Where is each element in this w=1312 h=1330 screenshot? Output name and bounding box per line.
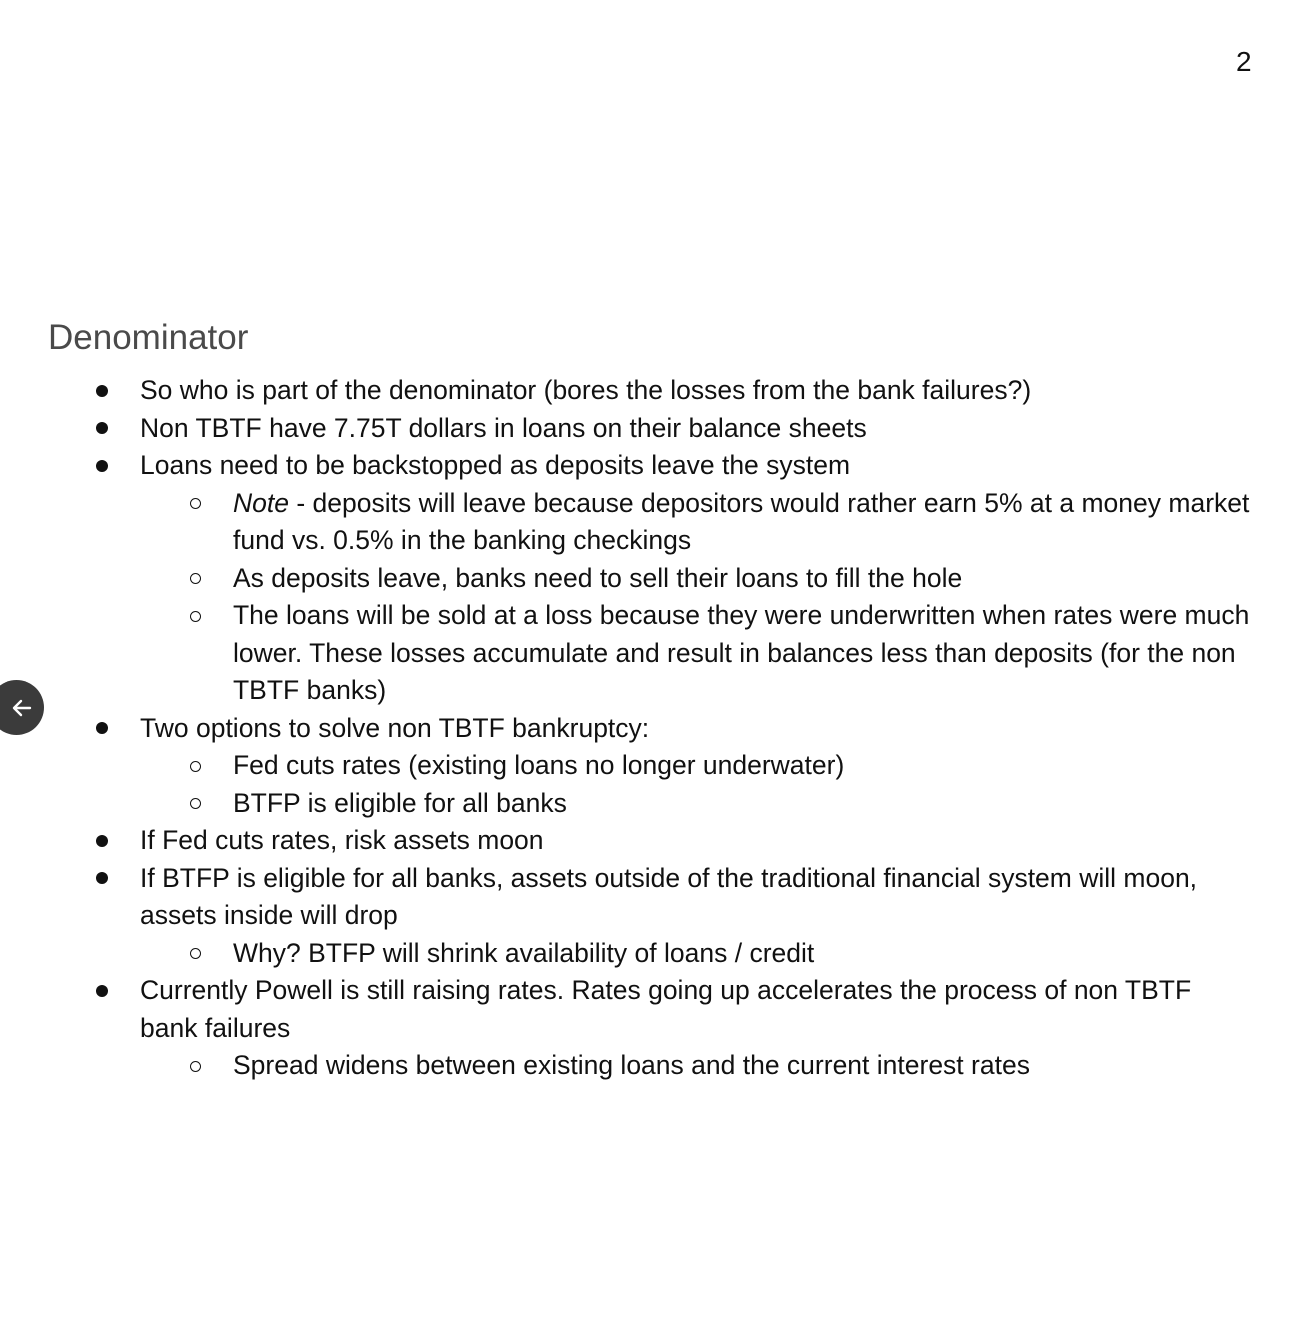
circle-bullet-icon bbox=[180, 597, 210, 635]
bullet-icon bbox=[87, 372, 117, 410]
list-item-text: Non TBTF have 7.75T dollars in loans on their balance sheets bbox=[140, 412, 867, 443]
list-item-text: If BTFP is eligible for all banks, assets outside of the traditional financial system will moon, assets inside will drop bbox=[140, 862, 1198, 930]
sub-list-item bbox=[0, 560, 1312, 598]
bullet-icon bbox=[87, 860, 117, 898]
circle-bullet-icon bbox=[180, 1047, 210, 1085]
list-item bbox=[0, 860, 1312, 935]
list-item-text: Two options to solve non TBTF bankruptcy: bbox=[140, 712, 650, 743]
list-item-text: Currently Powell is still raising rates. Rates going up accelerates the process of non TBTF bank failures bbox=[140, 975, 1192, 1043]
circle-bullet-icon bbox=[180, 747, 210, 785]
circle-bullet-icon bbox=[180, 560, 210, 598]
bullet-icon bbox=[87, 410, 117, 448]
circle-bullet-icon bbox=[180, 785, 210, 823]
list-item-text: BTFP is eligible for all banks bbox=[233, 787, 567, 818]
bullet-icon bbox=[87, 447, 117, 485]
section-heading: Denominator bbox=[48, 318, 249, 357]
circle-bullet-icon bbox=[180, 935, 210, 973]
sub-list-item bbox=[0, 597, 1312, 710]
list-item-text: - deposits will leave because depositors would rather earn 5% at a money market fund vs. 0.5% in the banking checkings bbox=[233, 487, 1250, 555]
list-item-text: If Fed cuts rates, risk assets moon bbox=[140, 825, 544, 855]
sub-list-item bbox=[0, 485, 1312, 560]
bullet-list bbox=[0, 372, 1312, 1085]
note-label: Note bbox=[233, 487, 289, 518]
circle-bullet-icon bbox=[180, 485, 210, 523]
list-item-text: Spread widens between existing loans and the current interest rates bbox=[233, 1050, 1030, 1080]
list-item bbox=[0, 447, 1312, 485]
list-item-text: Fed cuts rates (existing loans no longer underwater) bbox=[233, 750, 845, 780]
list-item-text: Why? BTFP will shrink availability of loans / credit bbox=[233, 937, 815, 968]
list-item bbox=[0, 710, 1312, 748]
page-number: 2 bbox=[1236, 46, 1252, 77]
sub-list-item bbox=[0, 935, 1312, 973]
list-item bbox=[0, 972, 1312, 1047]
sub-list-item bbox=[0, 747, 1312, 785]
list-item-text: The loans will be sold at a loss because they were underwritten when rates were much lower. These losses accumulate and result in balances less than deposits (for the non TBTF banks) bbox=[233, 600, 1250, 705]
sub-list-item bbox=[0, 785, 1312, 823]
list-item-text: Loans need to be backstopped as deposits leave the system bbox=[140, 450, 851, 480]
list-item bbox=[0, 822, 1312, 860]
sub-list-item bbox=[0, 1047, 1312, 1085]
bullet-icon bbox=[87, 822, 117, 860]
bullet-icon bbox=[87, 710, 117, 748]
bullet-icon bbox=[87, 972, 117, 1010]
list-item bbox=[0, 410, 1312, 448]
list-item-text: As deposits leave, banks need to sell their loans to fill the hole bbox=[233, 562, 963, 593]
list-item bbox=[0, 372, 1312, 410]
list-item-text: So who is part of the denominator (bores the losses from the bank failures?) bbox=[140, 375, 1032, 405]
arrow-left-icon bbox=[10, 696, 34, 720]
